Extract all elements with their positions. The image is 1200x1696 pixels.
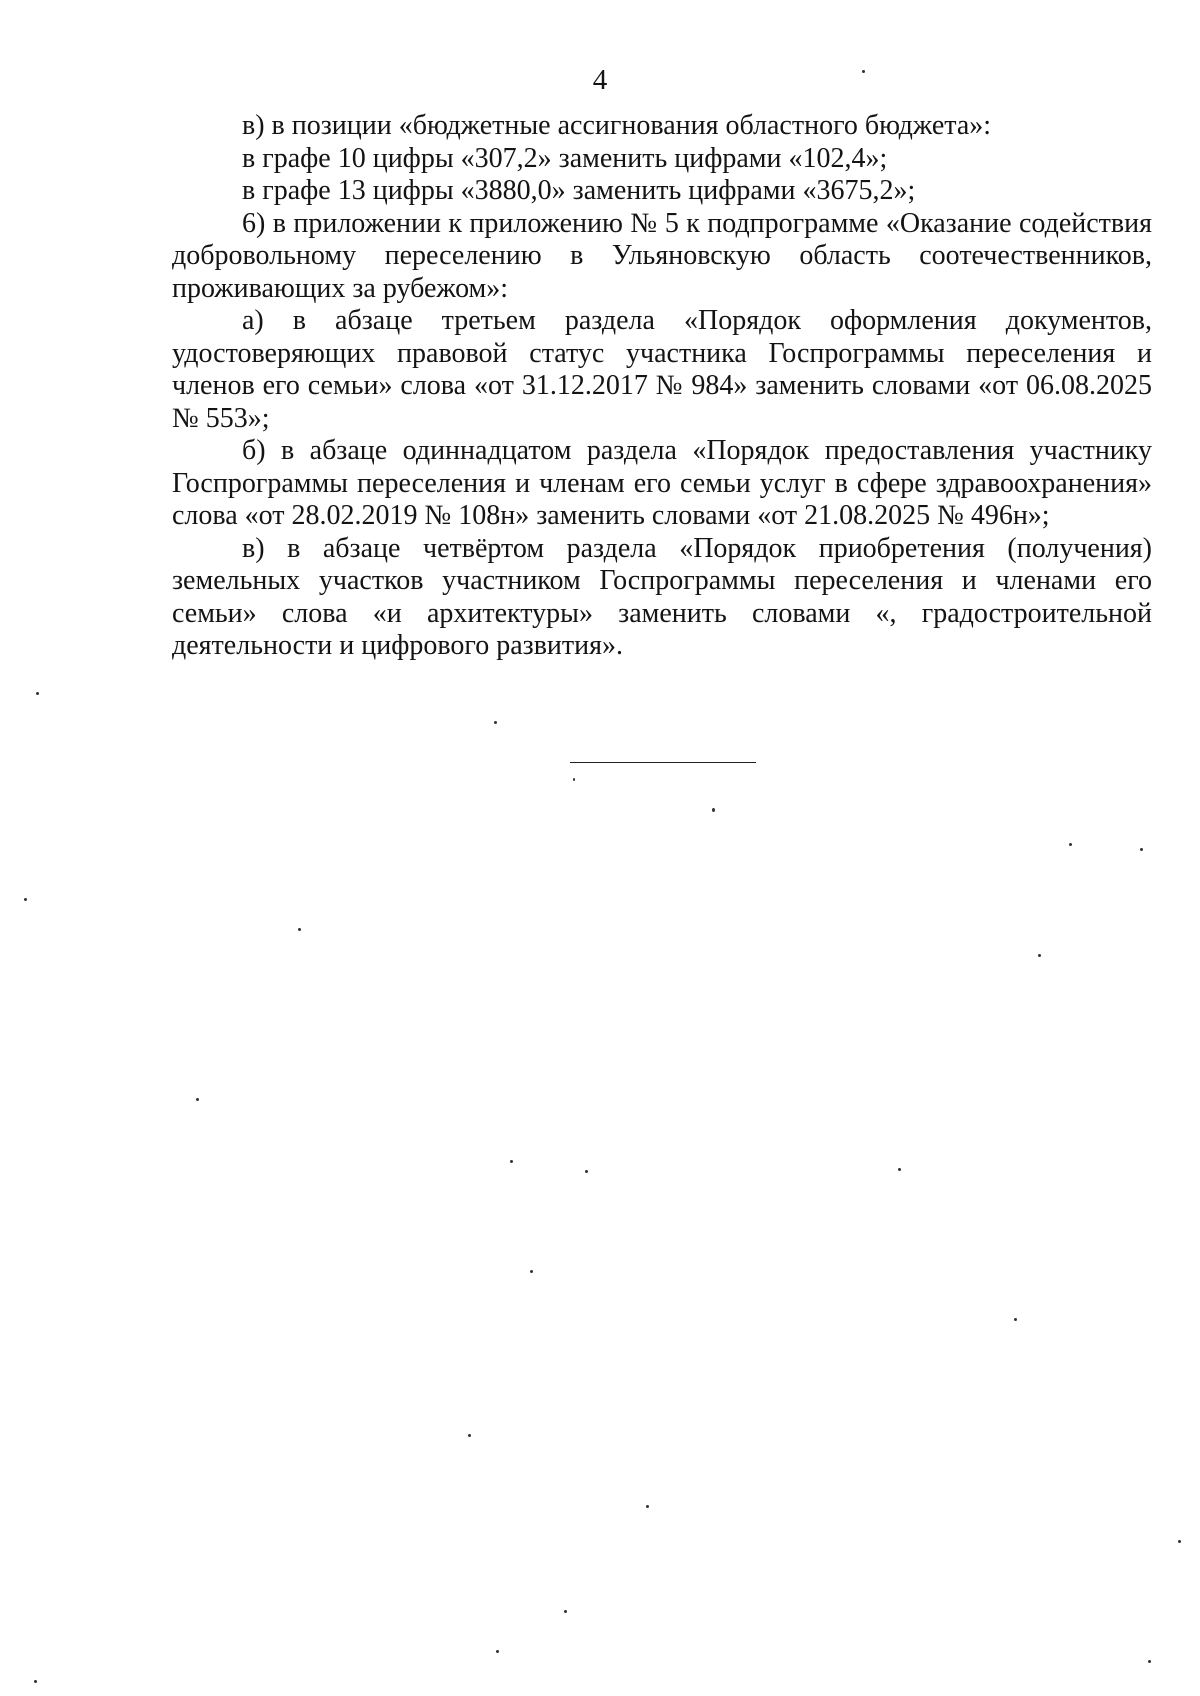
scan-speck (1038, 954, 1041, 957)
paragraph-item-v: в) в абзаце четвёртом раздела «Порядок приобретения (получения) земельных участков участником Госпрограммы переселения и членами его семьи» слова «и архитектуры» заменить словами «, градостроительной деятельности и цифрового развития». (172, 532, 1152, 661)
scan-speck (1140, 848, 1143, 851)
scan-speck (494, 721, 497, 724)
scan-speck (1069, 843, 1072, 846)
scan-speck (585, 1170, 588, 1173)
scan-speck (1014, 1318, 1017, 1321)
paragraph-column-10: в графе 10 цифры «307,2» заменить цифрами «102,4»; (242, 142, 888, 174)
document-body (172, 110, 1152, 663)
paragraph-budget-position: в) в позиции «бюджетные ассигнования областного бюджета»: (242, 110, 992, 141)
scan-speck (496, 1650, 499, 1653)
scan-speck (564, 1610, 567, 1613)
scan-speck (898, 1168, 901, 1171)
closing-divider-line (570, 762, 756, 763)
scan-speck (36, 692, 39, 695)
scan-speck (862, 70, 865, 73)
paragraph-appendix-5: 6) в приложении к приложению № 5 к подпрограмме «Оказание содействия добровольному переселению в Ульяновскую область соотечественников, проживающих за рубежом»: (172, 207, 1152, 304)
scan-speck (196, 1098, 199, 1101)
scan-speck (712, 808, 715, 812)
paragraph-item-b: б) в абзаце одиннадцатом раздела «Порядок предоставления участнику Госпрограммы переселения и членам его семьи услуг в сфере здравоохранения» слова «от 28.02.2019 № 108н» заменить словами «от 21.08.2025 № 496н»; (172, 435, 1152, 531)
scan-speck (1148, 1660, 1151, 1663)
scan-speck (646, 1505, 649, 1508)
page-number: 4 (592, 64, 608, 96)
scan-speck (510, 1160, 513, 1163)
scan-speck (34, 1680, 37, 1683)
paragraph-item-a: а) в абзаце третьем раздела «Порядок оформления документов, удостоверяющих правовой статус участника Госпрограммы переселения и членов его семьи» слова «от 31.12.2017 № 984» заменить словами «от 06.08.2025 № 553»; (172, 305, 1152, 434)
scan-speck (573, 778, 575, 781)
scan-speck (1178, 1540, 1181, 1543)
paragraph-column-13: в графе 13 цифры «3880,0» заменить цифрами «3675,2»; (242, 175, 916, 206)
scan-speck (24, 898, 27, 901)
scan-speck (530, 1270, 533, 1273)
scan-speck (468, 1434, 471, 1437)
scan-speck (298, 928, 301, 931)
